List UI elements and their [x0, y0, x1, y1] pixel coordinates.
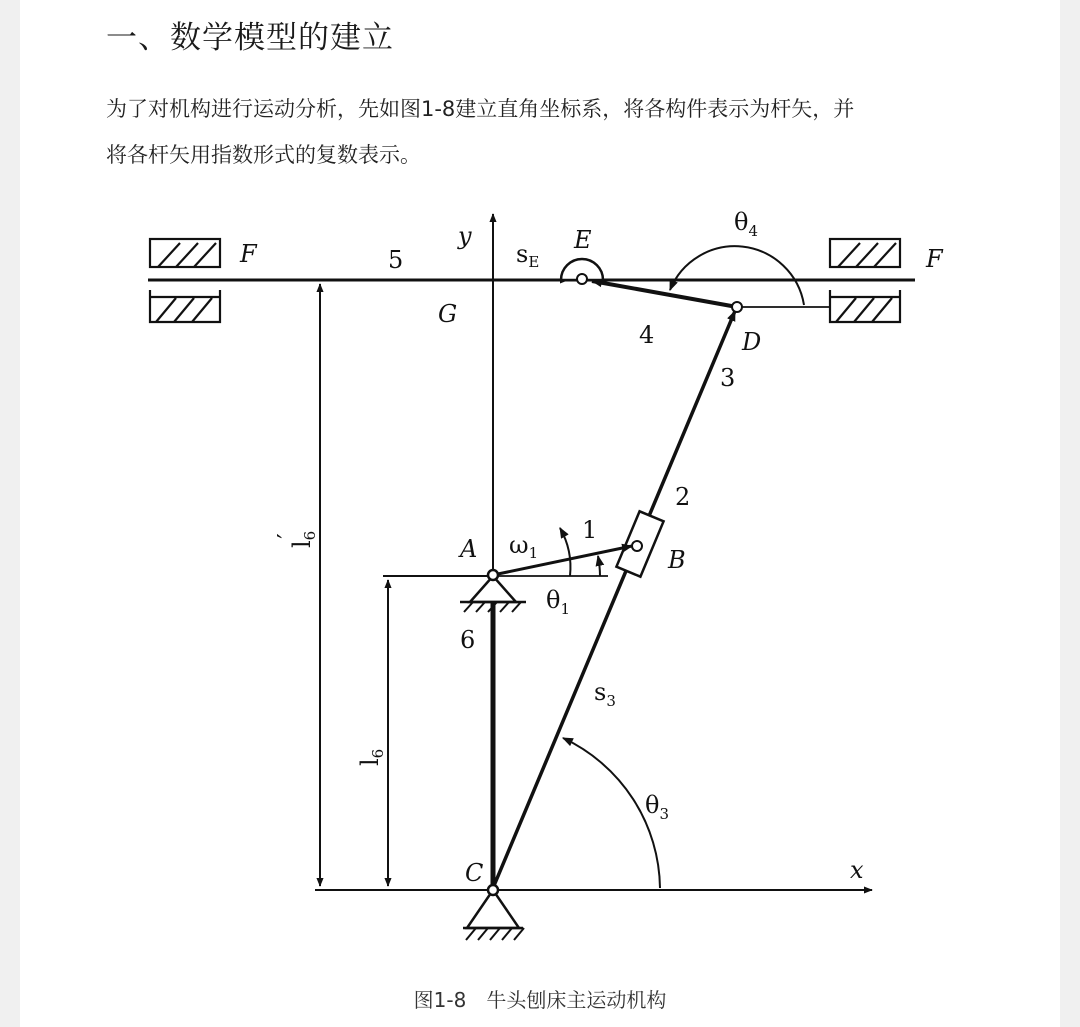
support-C	[463, 885, 524, 940]
label-link-4: 4	[639, 321, 655, 349]
link-3	[493, 311, 735, 888]
paragraph-line-2: 将各杆矢用指数形式的复数表示。	[106, 143, 421, 167]
label-theta3: $\theta_3$	[645, 791, 669, 823]
label-B: B	[668, 546, 686, 574]
label-C: C	[465, 859, 484, 887]
label-link-2: 2	[675, 483, 691, 511]
label-link-5: 5	[388, 246, 404, 274]
label-omega1: $\omega_1$	[509, 531, 539, 562]
label-E: E	[574, 226, 592, 254]
joint-E	[561, 259, 603, 284]
label-G: G	[438, 300, 458, 328]
joint-B	[632, 541, 642, 551]
label-A: A	[460, 535, 478, 563]
link-4	[592, 281, 737, 307]
theta1-arc	[598, 556, 600, 576]
label-link-6: 6	[460, 626, 476, 654]
label-link-3: 3	[720, 364, 736, 392]
label-theta4: $\theta_4$	[734, 208, 758, 240]
label-y-axis: y	[458, 222, 472, 250]
label-D: D	[742, 328, 762, 356]
label-l6-prime: $l_6'$	[273, 530, 319, 548]
section-title: 一、数学模型的建立	[106, 20, 394, 56]
joint-D	[732, 302, 742, 312]
label-F-left: F	[240, 240, 257, 268]
paragraph-line-1: 为了对机构进行运动分析，先如图1-8建立直角坐标系，将各构件表示为杆矢，并	[106, 97, 855, 121]
label-sE: $s_E$	[516, 240, 540, 271]
dimension-l6	[383, 576, 493, 886]
figure-caption: 图1-8 牛头刨床主运动机构	[413, 988, 667, 1012]
omega1-arc	[560, 528, 570, 576]
label-F-right: F	[926, 245, 943, 273]
label-theta1: $\theta_1$	[546, 586, 570, 618]
label-x-axis: x	[850, 856, 864, 884]
label-l6: $l_6$	[356, 748, 387, 766]
label-s3: $s_3$	[594, 678, 616, 710]
theta4-arc	[670, 246, 804, 305]
label-link-1: 1	[582, 516, 598, 544]
